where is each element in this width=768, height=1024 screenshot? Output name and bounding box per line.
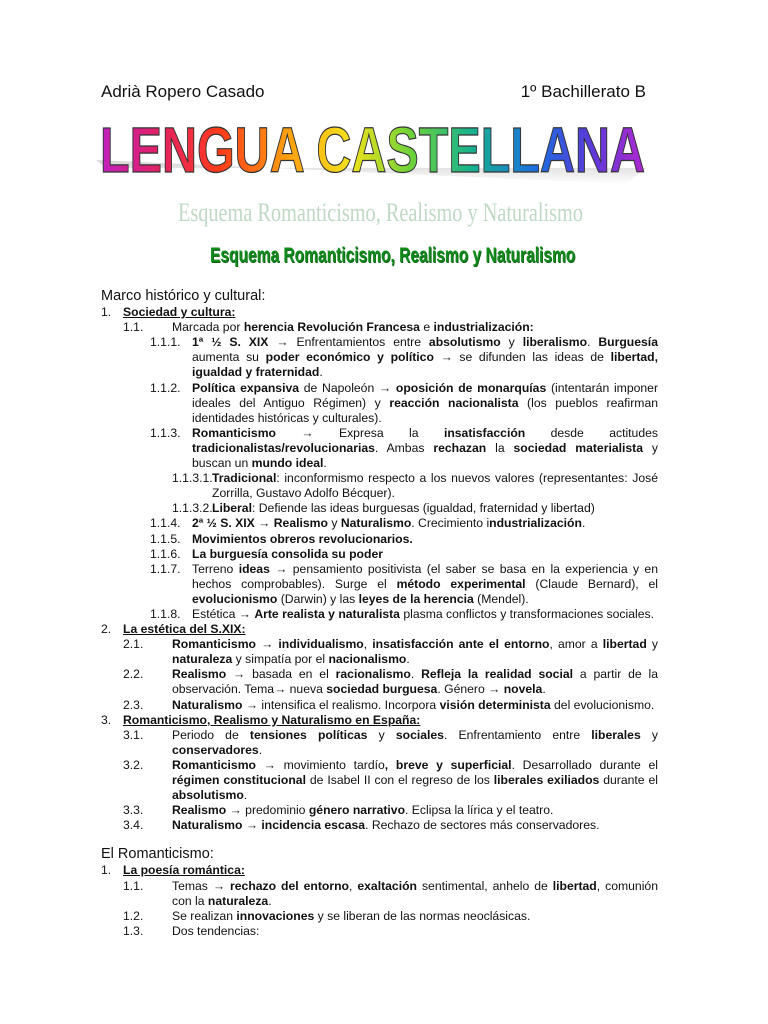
outline-item xyxy=(101,698,658,713)
outline-item xyxy=(101,516,658,531)
outline-text xyxy=(192,562,658,607)
text-run: . xyxy=(406,652,410,667)
bold-run: absolutismo xyxy=(428,335,501,350)
outline-number: 1.1.2. xyxy=(150,380,181,395)
bold-run: sociedad materialista xyxy=(513,440,644,455)
bold-run: Burguesía xyxy=(598,335,658,350)
outline-text xyxy=(172,758,658,803)
bold-run: libertad xyxy=(552,878,597,893)
bold-run: Tradicional xyxy=(212,471,277,486)
text-run: (intentarán imponer ideales del Antiguo Régimen) y xyxy=(192,380,659,410)
outline-number: 1.1.4. xyxy=(150,516,181,531)
bold-run: incidencia escasa xyxy=(261,818,366,833)
bold-run: innovaciones xyxy=(236,908,315,923)
text-run: (Claude Bernard), el xyxy=(525,576,658,591)
outline-text xyxy=(192,381,658,426)
text-run: . xyxy=(319,365,323,380)
outline-text xyxy=(172,879,658,909)
text-run: → Enfrentamientos entre xyxy=(268,335,429,350)
bold-run: método experimental xyxy=(396,576,526,591)
outline-text xyxy=(212,471,658,501)
text-run: . xyxy=(581,516,586,531)
outline-item xyxy=(101,501,658,516)
outline-number: 3.3. xyxy=(123,803,144,818)
bold-run: Realismo xyxy=(172,667,227,682)
bold-run: rechazan xyxy=(433,440,487,455)
text-run: , xyxy=(349,878,358,893)
outline-text xyxy=(172,667,658,697)
outline-number: 1.1.6. xyxy=(150,546,181,561)
text-run: . xyxy=(258,742,263,757)
bold-run: rechazo del entorno xyxy=(230,878,349,893)
outline-text xyxy=(192,335,658,380)
bold-run: ndustrialización xyxy=(489,516,582,531)
wordart-title xyxy=(96,110,656,196)
text-run: . Ambas xyxy=(374,440,434,455)
text-run: . xyxy=(323,456,327,471)
text-run: . Género → xyxy=(437,682,504,697)
outline-number: 1.1. xyxy=(123,320,144,335)
bold-run: ideas xyxy=(238,561,270,576)
bold-run: tradicionalistas/revolucionarias xyxy=(192,440,375,455)
outline-item xyxy=(101,622,658,637)
text-run: del evolucionismo. xyxy=(550,697,655,712)
bold-run: insatisfacción xyxy=(443,425,526,440)
text-run: Estética → xyxy=(192,606,255,621)
outline-item xyxy=(101,547,658,562)
outline-number: 3. xyxy=(101,712,112,727)
outline-text xyxy=(192,516,658,531)
text-run: : inconformismo respecto a los nuevos valores (representantes: José Zorrilla, Gustavo Adolfo Bécquer). xyxy=(212,471,658,501)
outline-item xyxy=(101,381,658,426)
title-text: LENGUA CASTELLANA xyxy=(100,114,645,186)
outline-number: 1.3. xyxy=(123,923,144,938)
bold-run: liberales exiliados xyxy=(493,773,600,787)
bold-run: Arte realista y naturalista xyxy=(254,606,400,621)
bold-run: Movimientos obreros revolucionarios. xyxy=(192,531,413,546)
outline-text xyxy=(192,426,658,471)
subtitle-faded: Esquema Romanticismo, Realismo y Naturalismo xyxy=(178,198,583,227)
bold-run: conservadores xyxy=(172,742,259,757)
outline-item xyxy=(101,713,658,728)
outline-number: 3.1. xyxy=(123,727,144,742)
outline-item xyxy=(101,426,658,471)
text-run: , comunión con la xyxy=(172,878,658,908)
outline-text xyxy=(123,305,658,320)
outline-text xyxy=(192,547,658,562)
outline-text xyxy=(123,622,658,637)
outline-item xyxy=(101,879,658,909)
text-run: Dos tendencias: xyxy=(172,923,260,938)
bold-run: Realismo xyxy=(172,803,227,818)
text-run: . xyxy=(268,893,272,908)
text-run: a partir de la observación. Tema→ nueva xyxy=(172,667,658,697)
bold-run: Liberal xyxy=(212,501,252,516)
course-label: 1º Bachillerato B xyxy=(520,82,646,101)
text-run: Marcada por xyxy=(172,320,244,335)
outline-number: 2. xyxy=(101,622,112,637)
bold-run: novela xyxy=(503,682,543,697)
text-run: (Mendel). xyxy=(473,591,529,606)
outline-text xyxy=(172,924,658,939)
text-run: . Rechazo de sectores más conservadores. xyxy=(365,818,600,833)
bold-run: liberalismo xyxy=(522,335,588,350)
bold-run: oposición de monarquías xyxy=(395,380,547,395)
bold-run: Naturalismo xyxy=(172,697,243,712)
author-name: Adrià Ropero Casado xyxy=(101,82,265,101)
text-run: y xyxy=(500,335,523,350)
text-run: → xyxy=(254,516,274,531)
bold-run: naturaleza xyxy=(207,893,269,908)
bold-run: naturaleza xyxy=(172,652,233,667)
bold-run: libertad xyxy=(602,637,647,652)
page-header xyxy=(101,82,646,102)
text-run: durante el xyxy=(599,773,658,787)
section-heading: El Romanticismo: xyxy=(101,846,214,863)
text-run: . xyxy=(542,682,546,697)
bold-run: Sociedad y cultura: xyxy=(123,305,236,320)
bold-run: libertad, igualdad y fraternidad xyxy=(192,350,659,380)
text-run: . Enfrentamiento entre xyxy=(443,727,592,742)
outline-number: 1.1.1. xyxy=(150,335,181,350)
outline-number: 2.2. xyxy=(123,667,144,682)
text-run: Terreno xyxy=(192,561,239,576)
outline-text xyxy=(172,637,658,667)
text-run: aumenta su xyxy=(192,350,266,365)
text-run: y se liberan de las normas neoclásicas. xyxy=(314,908,531,923)
outline-text xyxy=(172,818,658,833)
text-run: → movimiento tardío xyxy=(255,757,385,772)
outline-number: 1.1. xyxy=(123,878,144,893)
subtitle-green: Esquema Romanticismo, Realismo y Naturalismo xyxy=(210,244,576,267)
text-run: → Expresa la xyxy=(275,425,444,440)
bold-run: leyes de la herencia xyxy=(358,591,474,606)
text-run: → predominio xyxy=(226,803,309,818)
outline-text xyxy=(172,803,658,818)
text-run: . Eclipsa la lírica y el teatro. xyxy=(405,803,554,818)
outline-text xyxy=(192,532,658,547)
outline-text xyxy=(123,863,658,878)
outline-text xyxy=(123,713,658,728)
text-run: e xyxy=(419,320,434,335)
bold-run: nacionalismo xyxy=(328,652,407,667)
outline-item xyxy=(101,909,658,924)
bold-run: racionalismo xyxy=(335,667,411,682)
outline-number: 1.1.3.2. xyxy=(172,501,213,516)
outline-number: 3.4. xyxy=(123,818,144,833)
text-run: → xyxy=(242,818,262,833)
outline-item xyxy=(101,607,658,622)
text-run: y buscan un xyxy=(192,440,659,471)
bold-run: reacción nacionalista xyxy=(389,395,519,410)
outline-item xyxy=(101,924,658,939)
section-heading: Marco histórico y cultural: xyxy=(101,288,266,304)
bold-run: insatisfacción ante el entorno xyxy=(372,637,550,652)
outline-number: 1.1.7. xyxy=(150,561,181,576)
outline-number: 1. xyxy=(101,305,112,320)
outline-number: 1.2. xyxy=(123,908,144,923)
outline-text xyxy=(192,607,658,622)
outline-number: 1.1.5. xyxy=(150,531,181,546)
text-run: → se difunden las ideas de xyxy=(433,350,611,365)
bold-run: Romanticismo xyxy=(192,425,276,440)
outline-item xyxy=(101,637,658,667)
bold-run: Naturalismo xyxy=(340,516,412,531)
bold-run: régimen constitucional xyxy=(172,773,306,787)
bold-run: exaltación xyxy=(357,878,417,893)
text-run: → pensamiento positivista (el saber se basa en la experiencia y en hechos comprobables). Surge el xyxy=(192,561,658,591)
bold-run: mundo ideal xyxy=(251,456,324,471)
outline-number: 1. xyxy=(101,863,112,878)
outline-content xyxy=(101,289,658,939)
text-run: → basada en el xyxy=(226,667,336,682)
bold-run: Romanticismo, Realismo y Naturalismo en España: xyxy=(123,712,421,727)
text-run: (Darwin) y las xyxy=(277,591,359,606)
text-run: desde actitudes xyxy=(525,425,658,440)
outline-number: 1.1.3. xyxy=(150,425,181,440)
outline-item xyxy=(101,471,658,501)
text-run: Temas → xyxy=(172,878,231,893)
text-run: → xyxy=(255,637,279,652)
text-run: . xyxy=(243,788,248,803)
bold-run: La poesía romántica: xyxy=(123,863,245,878)
bold-run: género narrativo xyxy=(308,803,406,818)
bold-run: Romanticismo xyxy=(172,757,256,772)
text-run: de Isabel II con el regreso de los xyxy=(305,773,494,787)
outline-item xyxy=(101,758,658,803)
text-run: . xyxy=(410,667,422,682)
outline-number: 2.1. xyxy=(123,637,144,652)
text-run: y simpatía por el xyxy=(232,652,329,667)
text-run: de Napoleón → xyxy=(299,380,396,395)
text-run: Periodo de xyxy=(172,727,250,742)
outline-item xyxy=(101,532,658,547)
bold-run: evolucionismo xyxy=(192,591,278,606)
text-run: . Crecimiento i xyxy=(411,516,490,531)
outline-number: 1.1.3.1. xyxy=(172,471,213,486)
outline-text xyxy=(172,698,658,713)
bold-run: liberales xyxy=(591,727,641,742)
bold-run: Refleja la realidad social xyxy=(421,667,574,682)
text-run: : Defiende las ideas burguesas (igualdad, fraternidad y libertad) xyxy=(251,501,595,516)
bold-run: sociedad burguesa xyxy=(326,682,438,697)
bold-run: Naturalismo xyxy=(172,818,243,833)
text-run: la xyxy=(486,440,514,455)
text-run: → intensifica el realismo. Incorpora xyxy=(242,697,440,712)
text-run: plasma conflictos y transformaciones sociales. xyxy=(399,606,654,621)
bold-run: 1ª ½ S. XIX xyxy=(192,335,269,350)
bold-run: Realismo xyxy=(273,516,328,531)
text-run: y xyxy=(327,516,341,531)
outline-item xyxy=(101,803,658,818)
outline-number: 1.1.8. xyxy=(150,606,181,621)
bold-run: herencia Revolución Francesa xyxy=(243,320,420,335)
bold-run: visión determinista xyxy=(439,697,551,712)
bold-run: La estética del S.XIX: xyxy=(123,622,246,637)
outline-text xyxy=(172,728,658,758)
text-run: y xyxy=(367,727,396,742)
wordart-title-graphic xyxy=(96,110,656,196)
text-run: (los pueblos reafirman identidades históricas y culturales). xyxy=(192,395,659,425)
outline-item xyxy=(101,320,658,335)
text-run: . Desarrollado durante el xyxy=(511,757,658,772)
outline-item xyxy=(101,863,658,878)
outline-text xyxy=(212,501,658,516)
outline-number: 3.2. xyxy=(123,757,144,772)
bold-run: La burguesía consolida su poder xyxy=(192,546,383,561)
outline-text xyxy=(172,909,658,924)
bold-run: absolutismo xyxy=(172,788,244,803)
bold-run: Política expansiva xyxy=(192,380,300,395)
outline-item xyxy=(101,667,658,697)
bold-run: Romanticismo xyxy=(172,637,256,652)
bold-run: individualismo xyxy=(278,637,364,652)
outline-text xyxy=(172,320,658,335)
outline-item xyxy=(101,818,658,833)
text-run: . xyxy=(587,335,599,350)
bold-run: tensiones políticas xyxy=(249,727,368,742)
bold-run: , breve y superficial xyxy=(384,757,512,772)
text-run: y xyxy=(646,637,658,652)
bold-run: 2ª ½ S. XIX xyxy=(192,516,255,531)
bold-run: poder económico y político xyxy=(265,350,434,365)
outline-item xyxy=(101,728,658,758)
text-run: Se realizan xyxy=(172,908,237,923)
outline-item xyxy=(101,335,658,380)
bold-run: industrialización: xyxy=(433,320,534,335)
text-run: sentimental, anhelo de xyxy=(416,878,553,893)
outline-item xyxy=(101,562,658,607)
bold-run: sociales xyxy=(395,727,444,742)
text-run: , xyxy=(363,637,373,652)
outline-item xyxy=(101,305,658,320)
outline-number: 2.3. xyxy=(123,697,144,712)
text-run: y xyxy=(640,727,659,742)
text-run: , amor a xyxy=(549,637,603,652)
